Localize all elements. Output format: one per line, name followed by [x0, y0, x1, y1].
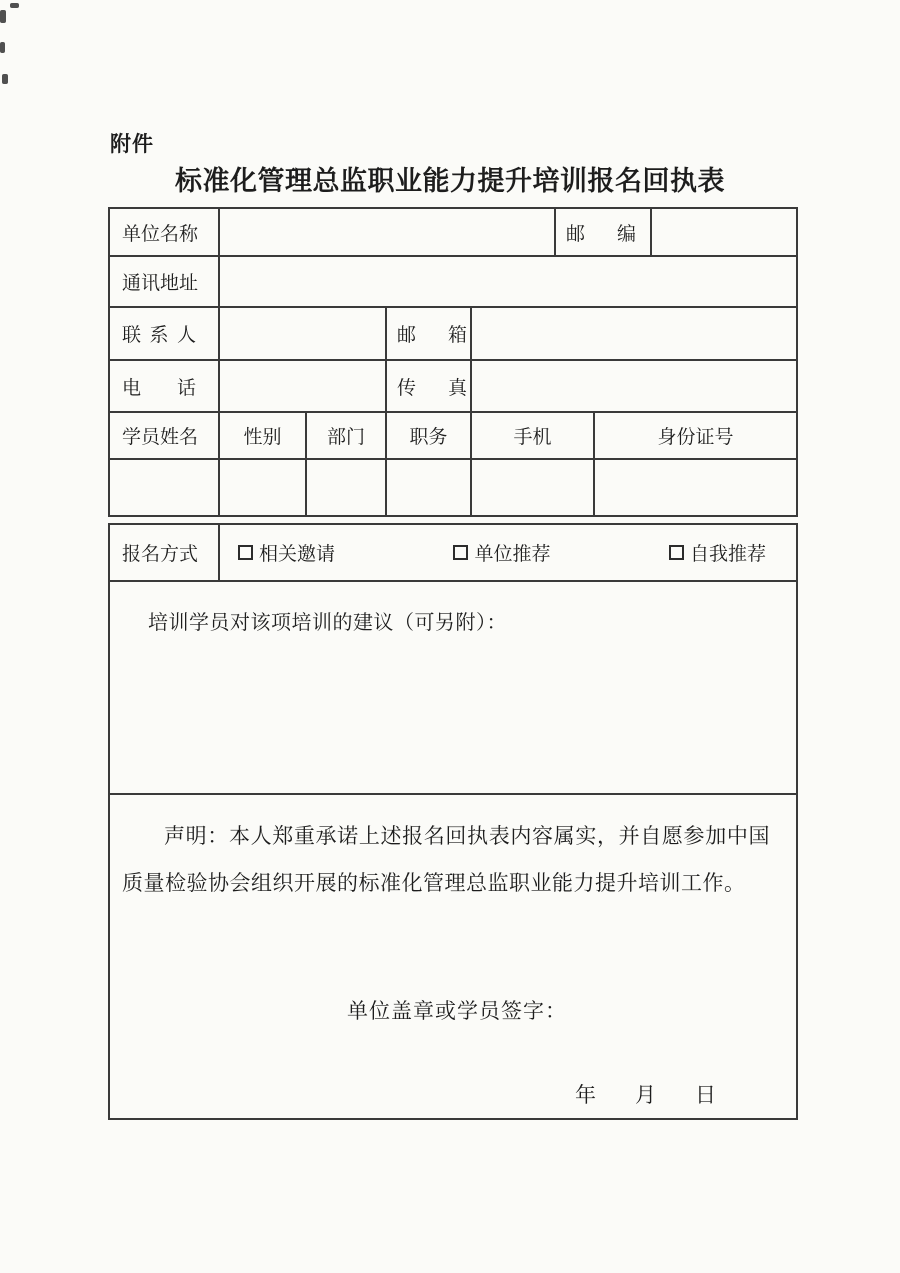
option-unit-recommend-label: 单位推荐 [474, 544, 551, 565]
phone-row [110, 361, 796, 413]
registration-options [220, 539, 796, 566]
contact-person-label: 联系人 [122, 325, 196, 346]
registration-method-label: 报名方式 [122, 544, 199, 565]
checkbox-icon [238, 545, 253, 560]
address-field [220, 257, 796, 306]
phone-label: 电话 [122, 377, 196, 399]
fax-label: 传真 [397, 377, 467, 399]
scan-artifact [0, 42, 5, 53]
fax-field [472, 361, 796, 411]
email-field [472, 308, 796, 359]
unit-name-field [220, 209, 556, 255]
declaration-text: 声明：本人郑重承诺上述报名回执表内容属实，并自愿参加中国质量检验协会组织开展的标准化管理总监职业能力提升培训工作。 [122, 824, 770, 895]
address-label: 通讯地址 [122, 273, 199, 294]
date-line [575, 1079, 796, 1109]
id-number-header: 身份证号 [657, 427, 734, 448]
postal-code-label: 邮编 [566, 223, 636, 245]
scan-artifact [0, 10, 6, 23]
option-invitation-label: 相关邀请 [259, 544, 336, 565]
checkbox-icon [453, 545, 468, 560]
student-header-row [110, 413, 796, 460]
day-label: 日 [695, 1083, 716, 1107]
unit-name-row [110, 209, 796, 257]
department-field [307, 460, 387, 515]
scan-artifact [2, 74, 8, 84]
option-self-recommend [669, 539, 766, 566]
option-unit-recommend [453, 539, 550, 566]
postal-code-field [652, 209, 796, 255]
position-field [387, 460, 472, 515]
mobile-header: 手机 [472, 413, 595, 458]
position-header: 职务 [387, 413, 472, 458]
gender-field [220, 460, 307, 515]
registration-detail-table [108, 523, 798, 1120]
attachment-label: 附件 [110, 133, 154, 156]
option-invitation [238, 539, 335, 566]
month-label: 月 [635, 1083, 656, 1107]
form-title: 标准化管理总监职业能力提升培训报名回执表 [175, 166, 725, 196]
contact-person-row [110, 308, 796, 361]
id-number-field [595, 460, 796, 515]
email-label: 邮箱 [397, 325, 467, 346]
declaration-box [110, 813, 796, 1136]
suggestion-box [110, 582, 796, 795]
mobile-field [472, 460, 595, 515]
checkbox-icon [669, 545, 684, 560]
contact-info-table [108, 207, 798, 517]
unit-name-label: 单位名称 [122, 223, 199, 245]
registration-method-row [110, 525, 796, 582]
contact-person-field [220, 308, 387, 359]
student-name-field [110, 460, 220, 515]
student-data-row [110, 460, 796, 515]
student-name-header: 学员姓名 [122, 427, 199, 448]
address-row [110, 257, 796, 308]
suggestion-prompt: 培训学员对该项培训的建议（可另附）： [148, 612, 507, 634]
option-self-recommend-label: 自我推荐 [689, 544, 766, 565]
gender-header: 性别 [220, 413, 307, 458]
signature-label: 单位盖章或学员签字： [347, 999, 567, 1023]
phone-field [220, 361, 387, 411]
scan-artifact [10, 3, 19, 8]
year-label: 年 [575, 1083, 596, 1107]
department-header: 部门 [307, 413, 387, 458]
